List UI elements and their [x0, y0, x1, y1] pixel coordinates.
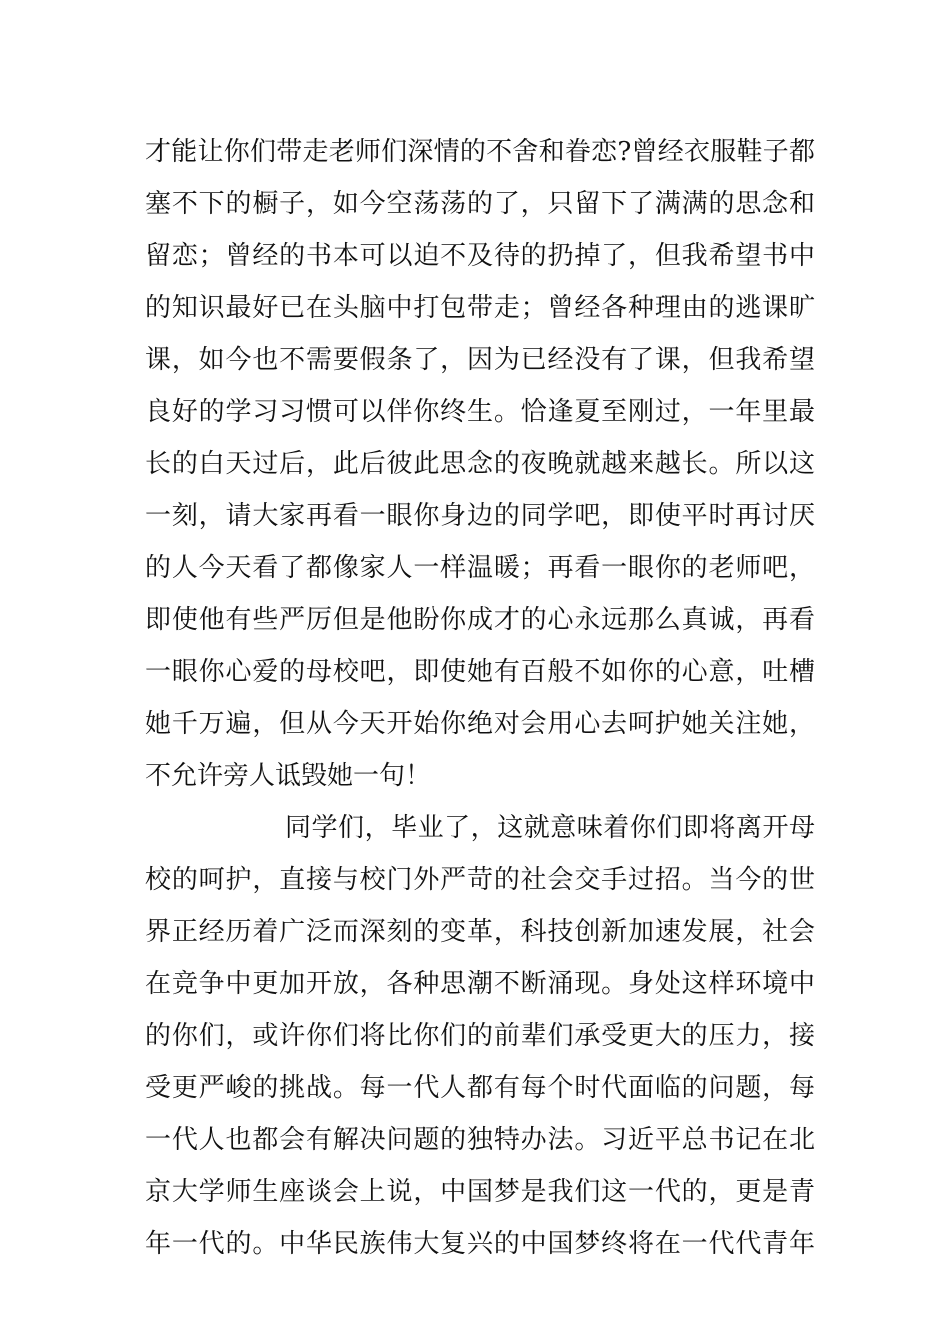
text-line: 年一代的。中华民族伟大复兴的中国梦终将在一代代青年 [145, 1229, 815, 1259]
text-line: 的人今天看了都像家人一样温暖；再看一眼你的老师吧， [145, 553, 815, 583]
text-line: 一刻，请大家再看一眼你身边的同学吧，即使平时再讨厌 [145, 501, 815, 531]
text-line: 在竞争中更加开放，各种思潮不断涌现。身处这样环境中 [145, 969, 815, 999]
text-line: 良好的学习习惯可以伴你终生。恰逢夏至刚过，一年里最 [145, 397, 815, 427]
text-line: 即使他有些严厉但是他盼你成才的心永远那么真诚，再看 [145, 605, 815, 635]
text-line: 她千万遍，但从今天开始你绝对会用心去呵护她关注她， [145, 709, 815, 739]
text-line: 留恋；曾经的书本可以迫不及待的扔掉了，但我希望书中 [145, 241, 815, 271]
text-line: 不允许旁人诋毁她一句！ [145, 761, 432, 791]
paragraph-1 [145, 126, 815, 802]
text-line: 的你们，或许你们将比你们的前辈们承受更大的压力，接 [145, 1021, 815, 1051]
paragraph-2 [145, 802, 815, 1270]
text-line: 界正经历着广泛而深刻的变革，科技创新加速发展，社会 [145, 917, 815, 947]
text-line: 京大学师生座谈会上说，中国梦是我们这一代的，更是青 [145, 1177, 815, 1207]
text-line: 同学们，毕业了，这就意味着你们即将离开母 [285, 813, 815, 843]
text-line: 长的白天过后，此后彼此思念的夜晚就越来越长。所以这 [145, 449, 815, 479]
body-text [145, 126, 815, 1270]
text-line: 校的呵护，直接与校门外严苛的社会交手过招。当今的世 [145, 865, 815, 895]
text-line: 受更严峻的挑战。每一代人都有每个时代面临的问题，每 [145, 1073, 815, 1103]
text-line: 的知识最好已在头脑中打包带走；曾经各种理由的逃课旷 [145, 293, 815, 323]
text-line: 才能让你们带走老师们深情的不舍和眷恋?曾经衣服鞋子都 [145, 137, 815, 167]
text-line: 一眼你心爱的母校吧，即使她有百般不如你的心意，吐槽 [145, 657, 815, 687]
text-line: 课，如今也不需要假条了，因为已经没有了课，但我希望 [145, 345, 815, 375]
text-line: 塞不下的橱子，如今空荡荡的了，只留下了满满的思念和 [145, 189, 815, 219]
text-line: 一代人也都会有解决问题的独特办法。习近平总书记在北 [145, 1125, 815, 1155]
